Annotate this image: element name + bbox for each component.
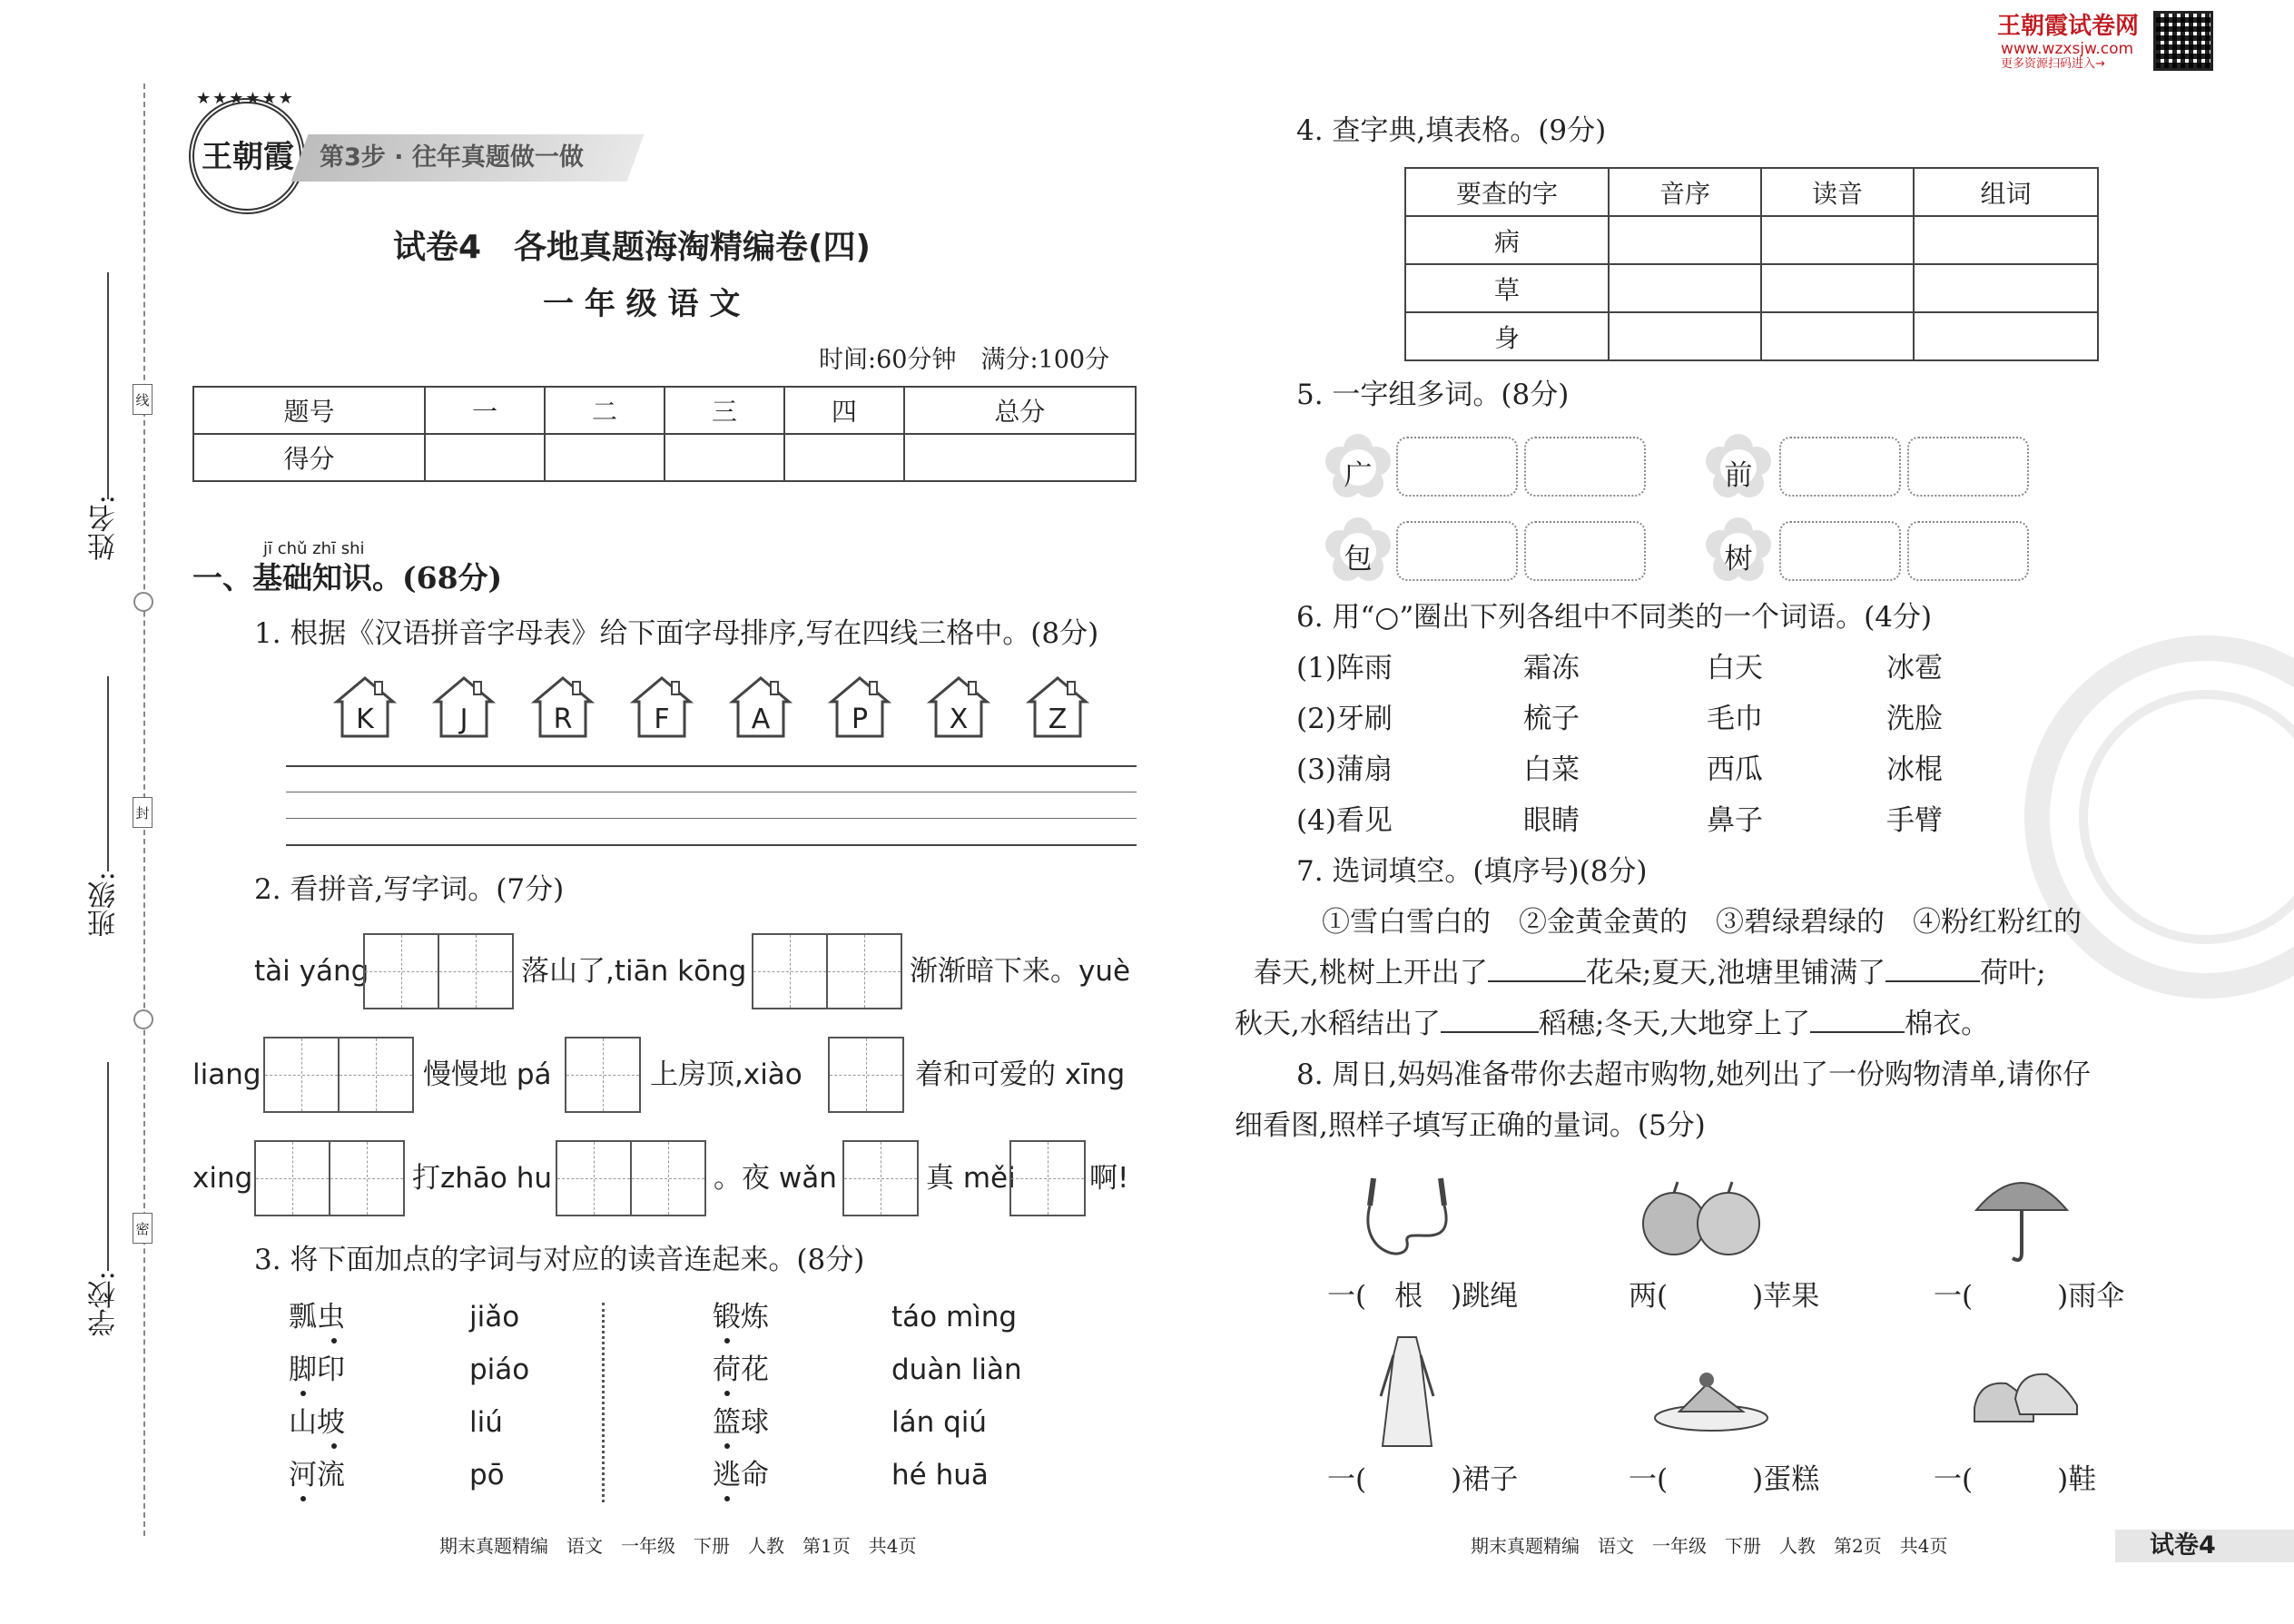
flower-char-label: 树 (1724, 543, 1753, 576)
score-header: 三 (665, 387, 784, 434)
q2-line2-b: 慢慢地 pá (423, 1058, 552, 1091)
house-letter: K (356, 704, 374, 735)
dict-cell[interactable] (1609, 264, 1761, 312)
qr-code-icon[interactable] (2153, 11, 2213, 71)
letter-house (432, 674, 496, 740)
q7-s2a: 秋天,水稻结出了 (1235, 1008, 1441, 1040)
q8-text1: 8. 周日,妈妈准备带你去超市购物,她列出了一份购物清单,请你仔 (1296, 1058, 2091, 1091)
logo-stars-icon: ★★★★★★ (196, 89, 295, 108)
house-letter: Z (1048, 704, 1068, 735)
dict-char: 病 (1405, 216, 1609, 264)
q7-s2c: 棉衣。 (1905, 1008, 1990, 1040)
letter-house (927, 674, 990, 740)
q3-right-word[interactable]: 篮球 (713, 1406, 769, 1439)
q6-word[interactable]: 洗脸 (1886, 703, 1943, 735)
emphasis-dot (724, 1391, 730, 1396)
word-box[interactable] (1907, 521, 2029, 581)
score-cell[interactable] (784, 434, 904, 481)
emphasis-dot (724, 1443, 730, 1449)
word-box[interactable] (1524, 437, 1646, 497)
char-box[interactable] (828, 1037, 904, 1113)
q2-line1-a: tài yáng (254, 955, 369, 988)
q6-word[interactable]: 西瓜 (1707, 753, 1763, 786)
char-box[interactable] (263, 1037, 414, 1113)
emphasis-dot (724, 1496, 730, 1501)
house-letter: P (851, 704, 869, 735)
flower-char (1325, 517, 1391, 583)
binding-circle-icon (133, 592, 153, 612)
house-letter: A (751, 704, 771, 735)
q2-line1-b: 落山了,tiān kōng (521, 955, 747, 988)
q7-options: ①雪白雪白的 ②金黄金黄的 ③碧绿碧绿的 ④粉红粉红的 (1322, 906, 2082, 939)
q3-left-pinyin[interactable]: pō (469, 1459, 505, 1491)
q4-text: 4. 查字典,填表格。(9分) (1296, 114, 1607, 147)
flower-char-label: 广 (1344, 459, 1373, 492)
letter-house (333, 674, 397, 740)
dict-cell[interactable] (1761, 216, 1914, 264)
q6-word[interactable]: 冰棍 (1886, 753, 1943, 786)
flower-char (1325, 434, 1391, 499)
score-header: 二 (545, 387, 665, 434)
char-box[interactable] (363, 933, 514, 1009)
score-cell[interactable] (545, 434, 665, 481)
q6-word[interactable]: 白天 (1707, 652, 1763, 684)
q7-blank[interactable] (1885, 980, 1980, 982)
q3-right-pinyin[interactable]: táo mìng (891, 1301, 1018, 1334)
q6-text: 6. 用“○”圈出下列各组中不同类的一个词语。(4分) (1296, 601, 1933, 634)
cake-icon (1652, 1362, 1770, 1434)
q6-word[interactable]: 手臂 (1886, 804, 1943, 837)
char-box[interactable] (254, 1140, 405, 1216)
q8-item: 一( )裙子 (1327, 1463, 1519, 1496)
q3-text: 3. 将下面加点的字词与对应的读音连起来。(8分) (254, 1244, 865, 1276)
q2-line3-e: 啊! (1089, 1162, 1129, 1195)
flower-char (1706, 434, 1771, 499)
subject-title: 一 年 级 语 文 (543, 286, 741, 322)
emphasis-dot (300, 1391, 306, 1396)
dictionary-table (1404, 167, 2099, 361)
q6-word[interactable]: 梳子 (1523, 703, 1580, 735)
name-label: 姓名: (88, 495, 121, 561)
score-row-label: 得分 (193, 434, 425, 481)
dict-header: 要查的字 (1405, 168, 1609, 216)
char-box[interactable] (752, 933, 902, 1009)
q3-left-word[interactable]: 瓢虫 (289, 1301, 345, 1334)
site-tagline: 更多资源扫码进入→ (2001, 57, 2105, 71)
q5-text: 5. 一字组多词。(8分) (1296, 379, 1570, 411)
q3-right-pinyin[interactable]: duàn liàn (891, 1353, 1022, 1386)
q6-word[interactable]: (3)蒲扇 (1296, 753, 1393, 786)
q6-word[interactable]: 眼睛 (1523, 804, 1580, 837)
q3-left-word[interactable]: 河流 (289, 1459, 345, 1491)
dict-char: 草 (1405, 264, 1609, 312)
dict-cell[interactable] (1609, 216, 1761, 264)
q6-word[interactable]: 鼻子 (1707, 804, 1763, 837)
q2-line3-c: 。夜 wǎn (714, 1162, 837, 1195)
char-box[interactable] (1009, 1140, 1086, 1216)
q3-right-word[interactable]: 逃命 (713, 1459, 769, 1491)
q3-right-word[interactable]: 锻炼 (713, 1301, 769, 1334)
q6-word[interactable]: 白菜 (1523, 753, 1580, 786)
dress-icon (1375, 1333, 1439, 1451)
char-box[interactable] (565, 1037, 641, 1113)
q3-right-pinyin[interactable]: lán qiú (891, 1406, 988, 1439)
q2-line1-c: 渐渐暗下来。yuè (910, 955, 1131, 988)
score-header: 题号 (193, 387, 425, 434)
letter-house (531, 674, 595, 740)
emphasis-dot (724, 1338, 730, 1343)
word-box[interactable] (1524, 521, 1646, 581)
letter-house (828, 674, 891, 740)
footer-left: 期末真题精编 语文 一年级 下册 人教 第1页 共4页 (439, 1535, 917, 1557)
word-box[interactable] (1396, 521, 1518, 581)
binding-circle-icon (133, 1009, 153, 1029)
letter-house (729, 674, 793, 740)
jump-rope-icon (1357, 1169, 1457, 1269)
q8-item: 一( )雨伞 (1934, 1280, 2125, 1313)
section1-title: 一、基础知识。(68分) (192, 560, 503, 595)
binding-mark-seal: 封 (133, 797, 153, 828)
name-blank[interactable] (107, 272, 109, 499)
q3-left-word[interactable]: 脚印 (289, 1353, 345, 1386)
footer-tab-label: 试卷4 (2150, 1531, 2216, 1560)
q3-left-pinyin[interactable]: jiǎo (469, 1301, 520, 1334)
dict-cell[interactable] (1609, 312, 1761, 360)
binding-mark-secret: 密 (133, 1213, 153, 1244)
q7-s1b: 花朵;夏天,池塘里铺满了 (1585, 957, 1886, 989)
section1-pinyin: jī chǔ zhī shi (263, 539, 365, 558)
q6-word[interactable]: 冰雹 (1886, 652, 1943, 684)
flower-char (1706, 517, 1771, 583)
q8-item: 一( 根 )跳绳 (1327, 1280, 1519, 1313)
q7-sentence1 (1254, 957, 2046, 989)
dict-cell[interactable] (1761, 312, 1914, 360)
page-title: 试卷4 各地真题海淘精编卷(四) (393, 229, 871, 266)
q8-item: 一( )鞋 (1934, 1463, 2097, 1496)
word-box[interactable] (1779, 521, 1901, 581)
dict-cell[interactable] (1914, 312, 2098, 360)
time-info: 时间:60分钟 满分:100分 (819, 346, 1110, 374)
footer-right: 期末真题精编 语文 一年级 下册 人教 第2页 共4页 (1471, 1535, 1948, 1557)
q6-word[interactable]: (1)阵雨 (1296, 652, 1393, 684)
q7-s1c: 荷叶; (1980, 957, 2046, 989)
q2-line3-d: 真 měi (926, 1162, 1016, 1195)
dict-cell[interactable] (1914, 264, 2098, 312)
q2-line2-a: liang (192, 1058, 261, 1091)
flower-char-label: 包 (1344, 543, 1373, 576)
house-letter: X (949, 704, 969, 735)
q6-word[interactable]: (4)看见 (1296, 804, 1393, 837)
site-url: www.wzxsjw.com (2001, 40, 2134, 58)
word-box[interactable] (1907, 437, 2029, 497)
q7-sentence2 (1235, 1010, 1989, 1038)
word-box[interactable] (1396, 437, 1518, 497)
score-cell[interactable] (665, 434, 784, 481)
q6-word[interactable]: (2)牙刷 (1296, 703, 1393, 735)
site-name: 王朝霞试卷网 (1997, 13, 2140, 40)
letter-house (630, 674, 694, 740)
q3-left-word[interactable]: 山坡 (289, 1406, 345, 1439)
score-table (192, 386, 1137, 482)
q7-text: 7. 选词填空。(填序号)(8分) (1296, 855, 1648, 888)
dict-header: 音序 (1609, 168, 1761, 216)
step-label: 第3步 · 往年真题做一做 (320, 143, 584, 172)
q8-text2: 细看图,照样子填写正确的量词。(5分) (1235, 1109, 1706, 1142)
q3-right-word[interactable]: 荷花 (713, 1353, 769, 1386)
house-letter: R (553, 704, 573, 735)
q3-left-pinyin[interactable]: piáo (469, 1353, 530, 1386)
q6-word[interactable]: 霜冻 (1523, 652, 1580, 684)
class-label: 班级: (88, 871, 121, 938)
emphasis-dot (300, 1496, 306, 1501)
q7-blank[interactable] (1488, 980, 1586, 982)
dict-cell[interactable] (1914, 216, 2098, 264)
emphasis-dot (331, 1443, 337, 1449)
q1-text: 1. 根据《汉语拼音字母表》给下面字母排序,写在四线三格中。(8分) (254, 617, 1099, 650)
q8-item: 两( )苹果 (1629, 1280, 1820, 1313)
char-box[interactable] (556, 1140, 706, 1216)
q8-item: 一( )蛋糕 (1629, 1463, 1820, 1496)
q3-left-pinyin[interactable]: liú (469, 1406, 503, 1439)
dict-cell[interactable] (1761, 264, 1914, 312)
shoes-icon (1970, 1358, 2082, 1434)
house-letter: F (654, 704, 670, 735)
score-cell[interactable] (425, 434, 545, 481)
score-header: 总分 (904, 387, 1136, 434)
apples-icon (1641, 1178, 1761, 1260)
q7-blank[interactable] (1810, 1031, 1905, 1033)
binding-mark-line: 线 (133, 384, 153, 415)
dict-header: 读音 (1761, 168, 1914, 216)
score-header: 四 (784, 387, 904, 434)
class-blank[interactable] (107, 676, 109, 871)
school-blank[interactable] (107, 1062, 109, 1271)
q7-blank[interactable] (1441, 1031, 1539, 1033)
q2-line2-d: 着和可爱的 xīng (915, 1058, 1126, 1091)
q2-line2-c: 上房顶,xiào (650, 1058, 802, 1091)
q2-line3-b: 打zhāo hu (412, 1162, 553, 1195)
dict-header: 组词 (1914, 168, 2098, 216)
q7-s1a: 春天,桃树上开出了 (1254, 957, 1488, 989)
school-label: 学校: (88, 1271, 121, 1337)
four-line-grid[interactable] (286, 765, 1137, 845)
letter-house (1026, 674, 1089, 740)
q2-text: 2. 看拼音,写字词。(7分) (254, 873, 565, 906)
score-cell[interactable] (904, 434, 1136, 481)
q7-s2b: 稻穗;冬天,大地穿上了 (1538, 1008, 1811, 1040)
char-box[interactable] (842, 1140, 919, 1216)
emphasis-dot (331, 1338, 337, 1343)
q3-right-pinyin[interactable]: hé huā (891, 1459, 989, 1491)
q6-word[interactable]: 毛巾 (1707, 703, 1763, 735)
word-box[interactable] (1779, 437, 1901, 497)
q3-divider (602, 1303, 605, 1502)
q2-line3-a: xing (192, 1162, 253, 1195)
logo-text: 王朝霞 (202, 139, 294, 175)
score-header: 一 (425, 387, 545, 434)
umbrella-icon (1972, 1160, 2072, 1267)
house-letter: J (459, 704, 468, 735)
dict-char: 身 (1405, 312, 1609, 360)
flower-char-label: 前 (1724, 459, 1753, 492)
